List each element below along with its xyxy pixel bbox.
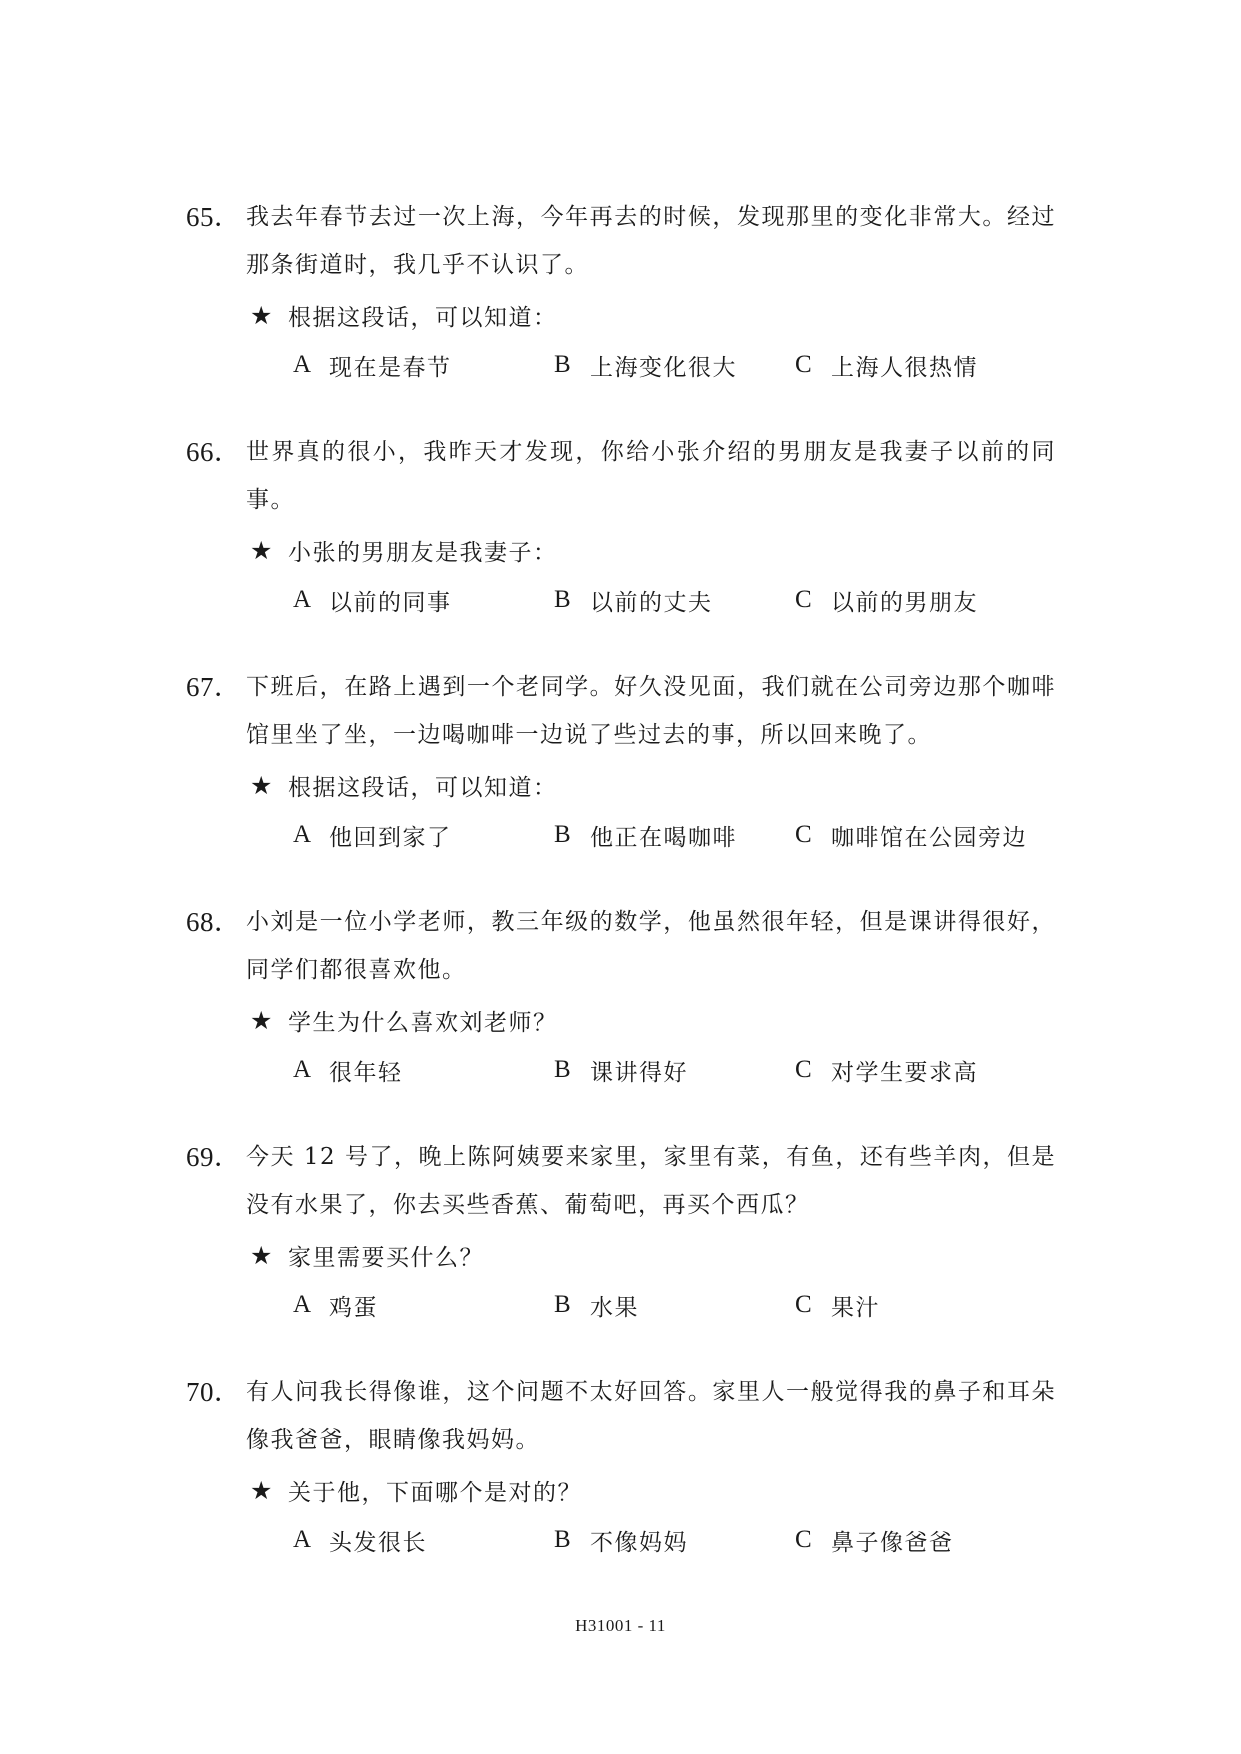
option-text: 咖啡馆在公园旁边 (831, 824, 1027, 851)
question-passage: 今天 12 号了，晚上陈阿姨要来家里，家里有菜，有鱼，还有些羊肉，但是没有水果了，你去买些香蕉、葡萄吧，再买个西瓜？ (246, 1144, 1056, 1218)
star-icon: ★ (250, 770, 274, 800)
option-letter: C (795, 351, 814, 378)
question-header (186, 898, 1056, 994)
option-text: 对学生要求高 (831, 1059, 978, 1086)
question-header (186, 193, 1056, 289)
option-a (293, 1524, 554, 1557)
star-icon: ★ (250, 1475, 274, 1505)
prompt-text: 根据这段话，可以知道： (288, 304, 558, 331)
answer-options (293, 1516, 1056, 1564)
option-text: 头发很长 (329, 1529, 427, 1556)
option-b (554, 349, 795, 382)
option-text: 上海人很热情 (831, 354, 978, 381)
question-prompt (250, 761, 1056, 809)
option-a (293, 819, 554, 852)
option-letter: B (554, 821, 573, 848)
option-text: 很年轻 (329, 1059, 403, 1086)
option-letter: B (554, 1056, 573, 1083)
question-68 (186, 898, 1056, 1094)
option-c (795, 1054, 1055, 1087)
option-letter: A (293, 1526, 313, 1553)
prompt-text: 家里需要买什么？ (288, 1244, 484, 1271)
option-letter: C (795, 1526, 814, 1553)
question-passage: 我去年春节去过一次上海，今年再去的时候，发现那里的变化非常大。经过那条街道时，我几乎不认识了。 (246, 204, 1056, 278)
option-a (293, 1054, 554, 1087)
answer-options (293, 576, 1056, 624)
question-passage: 小刘是一位小学老师，教三年级的数学，他虽然很年轻，但是课讲得很好，同学们都很喜欢他。 (246, 909, 1056, 983)
option-text: 课讲得好 (590, 1059, 688, 1086)
question-number: 70． (186, 1377, 242, 1407)
option-b (554, 584, 795, 617)
question-prompt (250, 1466, 1056, 1514)
question-prompt (250, 1231, 1056, 1279)
answer-options (293, 1281, 1056, 1329)
option-letter: A (293, 586, 313, 613)
option-letter: C (795, 821, 814, 848)
option-text: 鸡蛋 (329, 1294, 378, 1321)
question-list (186, 193, 1056, 1603)
answer-options (293, 341, 1056, 389)
star-icon: ★ (250, 1005, 274, 1035)
page-footer: H31001 - 11 (575, 1616, 666, 1635)
question-70 (186, 1368, 1056, 1564)
question-67 (186, 663, 1056, 859)
star-icon: ★ (250, 535, 274, 565)
answer-options (293, 1046, 1056, 1094)
option-b (554, 1054, 795, 1087)
option-letter: B (554, 1291, 573, 1318)
prompt-text: 关于他，下面哪个是对的？ (288, 1479, 582, 1506)
question-number: 65． (186, 202, 242, 232)
prompt-text: 根据这段话，可以知道： (288, 774, 558, 801)
option-text: 上海变化很大 (590, 354, 737, 381)
option-text: 现在是春节 (329, 354, 452, 381)
question-passage: 有人问我长得像谁，这个问题不太好回答。家里人一般觉得我的鼻子和耳朵像我爸爸，眼睛像我妈妈。 (246, 1379, 1056, 1453)
prompt-text: 学生为什么喜欢刘老师？ (288, 1009, 558, 1036)
question-header (186, 428, 1056, 524)
option-text: 果汁 (831, 1294, 880, 1321)
option-letter: C (795, 586, 814, 613)
question-number: 68． (186, 907, 242, 937)
question-header (186, 1133, 1056, 1229)
question-66 (186, 428, 1056, 624)
question-header (186, 663, 1056, 759)
question-header (186, 1368, 1056, 1464)
question-prompt (250, 526, 1056, 574)
option-text: 不像妈妈 (590, 1529, 688, 1556)
star-icon: ★ (250, 1240, 274, 1270)
option-c (795, 349, 1055, 382)
prompt-text: 小张的男朋友是我妻子： (288, 539, 558, 566)
question-passage: 下班后，在路上遇到一个老同学。好久没见面，我们就在公司旁边那个咖啡馆里坐了坐，一边喝咖啡一边说了些过去的事，所以回来晚了。 (246, 674, 1056, 748)
option-letter: A (293, 1056, 313, 1083)
option-text: 水果 (590, 1294, 639, 1321)
option-text: 以前的丈夫 (590, 589, 713, 616)
option-letter: B (554, 586, 573, 613)
question-number: 66． (186, 437, 242, 467)
option-letter: A (293, 351, 313, 378)
option-letter: A (293, 821, 313, 848)
option-letter: B (554, 351, 573, 378)
question-number: 69． (186, 1142, 242, 1172)
question-passage: 世界真的很小，我昨天才发现，你给小张介绍的男朋友是我妻子以前的同事。 (246, 439, 1056, 513)
question-prompt (250, 996, 1056, 1044)
question-69 (186, 1133, 1056, 1329)
option-b (554, 819, 795, 852)
option-c (795, 819, 1055, 852)
question-number: 67． (186, 672, 242, 702)
option-letter: B (554, 1526, 573, 1553)
option-c (795, 584, 1055, 617)
option-a (293, 349, 554, 382)
answer-options (293, 811, 1056, 859)
option-text: 鼻子像爸爸 (831, 1529, 954, 1556)
option-c (795, 1524, 1055, 1557)
option-text: 他回到家了 (329, 824, 452, 851)
option-b (554, 1289, 795, 1322)
option-text: 以前的男朋友 (831, 589, 978, 616)
option-text: 他正在喝咖啡 (590, 824, 737, 851)
star-icon: ★ (250, 300, 274, 330)
option-b (554, 1524, 795, 1557)
option-a (293, 584, 554, 617)
option-a (293, 1289, 554, 1322)
option-text: 以前的同事 (329, 589, 452, 616)
option-letter: C (795, 1056, 814, 1083)
question-prompt (250, 291, 1056, 339)
option-letter: C (795, 1291, 814, 1318)
option-letter: A (293, 1291, 313, 1318)
question-65 (186, 193, 1056, 389)
option-c (795, 1289, 1055, 1322)
